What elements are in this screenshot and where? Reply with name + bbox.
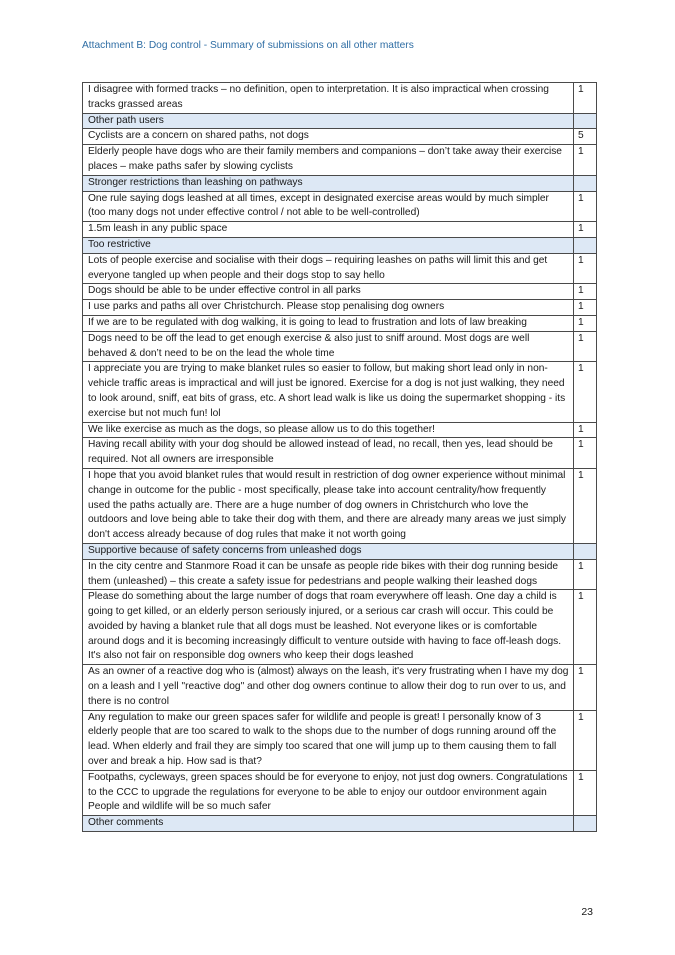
submission-count: 1 [574,559,597,590]
comment-row [83,438,597,469]
submission-count: 1 [574,191,597,222]
comment-row [83,362,597,422]
comment-row [83,422,597,438]
submission-count: 1 [574,83,597,114]
comment-text: As an owner of a reactive dog who is (almost) always on the leash, it's very frustrating when I have my dog on a leash and I yell "reactive dog" and other dog owners continue to allow their dog to run over to us, and there is no control [83,665,574,710]
section-heading-row [83,113,597,129]
comment-row [83,315,597,331]
comment-text: Please do something about the large number of dogs that roam everywhere off leash. One day a child is going to get killed, or an elderly person seriously injured, or a serious car crash will occur. This could be avoided by having a blanket rule that all dogs must be leashed. Not everyone likes or is comfortable around dogs and it is becoming increasingly difficult to venture outside with having to face off-leash dogs. It's also not fair on responsible dog owners who keep their dogs leashed [83,590,574,665]
submission-count [574,816,597,832]
comment-row [83,191,597,222]
comment-row [83,129,597,145]
comment-text: Having recall ability with your dog should be allowed instead of lead, no recall, then yes, lead should be required. Not all owners are irresponsible [83,438,574,469]
comment-text: 1.5m leash in any public space [83,222,574,238]
submission-count: 1 [574,253,597,284]
submission-count: 1 [574,315,597,331]
comment-row [83,284,597,300]
comment-text: Any regulation to make our green spaces safer for wildlife and people is great! I personally know of 3 elderly people that are too scared to walk to the shops due to the number of dogs running around off the lead. When elderly and frail they are simply too scared that one will jump up to them causing them to fall over and break a hip. How sad is that? [83,710,574,770]
submission-count: 1 [574,422,597,438]
comment-row [83,331,597,362]
section-heading: Too restrictive [83,237,574,253]
section-heading-row [83,816,597,832]
submission-count: 1 [574,284,597,300]
page-number: 23 [581,906,593,918]
comment-row [83,145,597,176]
submission-count: 1 [574,665,597,710]
comment-text: Dogs should be able to be under effective control in all parks [83,284,574,300]
submission-count: 1 [574,590,597,665]
submissions-table [82,82,597,832]
submission-count [574,113,597,129]
submission-count: 1 [574,710,597,770]
document-header: Attachment B: Dog control - Summary of submissions on all other matters [82,40,414,51]
comment-text: I hope that you avoid blanket rules that would result in restriction of dog owner experience without minimal change in outcome for the public - most specifically, please take into account centrality/how frequently used the paths actually are. There are a huge number of dog owners in Christchurch who love the outdoors and love being able to take their dog with them, and there are already many areas we just simply don't access already because of dog rules that make it not worth going [83,468,574,543]
section-heading: Other comments [83,816,574,832]
submission-count: 1 [574,438,597,469]
comment-text: Cyclists are a concern on shared paths, not dogs [83,129,574,145]
section-heading: Other path users [83,113,574,129]
submission-count [574,543,597,559]
comment-row [83,83,597,114]
submission-count: 1 [574,222,597,238]
section-heading: Supportive because of safety concerns from unleashed dogs [83,543,574,559]
submission-count: 1 [574,362,597,422]
comment-text: Dogs need to be off the lead to get enough exercise & also just to sniff around. Most dogs are well behaved & don’t need to be on the lead the whole time [83,331,574,362]
table-body [83,83,597,832]
comment-text: I appreciate you are trying to make blanket rules so easier to follow, but making short lead only in non-vehicle traffic areas is impractical and will just be ignored. Exercise for a dog is not just walking, they need to look around, sniff, eat bits of grass, etc. A short lead walk is like us doing the supermarket shopping - its exercise but not much fun! lol [83,362,574,422]
comment-row [83,559,597,590]
section-heading: Stronger restrictions than leashing on pathways [83,175,574,191]
comment-text: In the city centre and Stanmore Road it can be unsafe as people ride bikes with their dog running beside them (unleashed) – this create a safety issue for pedestrians and people walking their leashed dogs [83,559,574,590]
submission-count [574,175,597,191]
submission-count [574,237,597,253]
section-heading-row [83,175,597,191]
comment-text: If we are to be regulated with dog walking, it is going to lead to frustration and lots of law breaking [83,315,574,331]
submission-count: 1 [574,770,597,815]
comment-text: One rule saying dogs leashed at all times, except in designated exercise areas would by much simpler (too many dogs not under effective control / not able to be well-controlled) [83,191,574,222]
comment-row [83,222,597,238]
comment-row [83,468,597,543]
comment-text: Footpaths, cycleways, green spaces should be for everyone to enjoy, not just dog owners. Congratulations to the CCC to upgrade the regulations for everyone to be able to enjoy our outdoor environment again People and wildlife will be so much safer [83,770,574,815]
section-heading-row [83,237,597,253]
section-heading-row [83,543,597,559]
submission-count: 5 [574,129,597,145]
submission-count: 1 [574,300,597,316]
comment-row [83,710,597,770]
comment-row [83,590,597,665]
comment-row [83,665,597,710]
comment-text: Elderly people have dogs who are their family members and companions – don’t take away their exercise places – make paths safer by slowing cyclists [83,145,574,176]
comment-text: We like exercise as much as the dogs, so please allow us to do this together! [83,422,574,438]
submission-count: 1 [574,468,597,543]
comment-row [83,770,597,815]
submission-count: 1 [574,145,597,176]
submission-count: 1 [574,331,597,362]
comment-text: I use parks and paths all over Christchurch. Please stop penalising dog owners [83,300,574,316]
comment-row [83,300,597,316]
comment-text: I disagree with formed tracks – no definition, open to interpretation. It is also impractical when crossing tracks grassed areas [83,83,574,114]
comment-row [83,253,597,284]
comment-text: Lots of people exercise and socialise with their dogs – requiring leashes on paths will limit this and get everyone tangled up when people and their dogs stop to say hello [83,253,574,284]
